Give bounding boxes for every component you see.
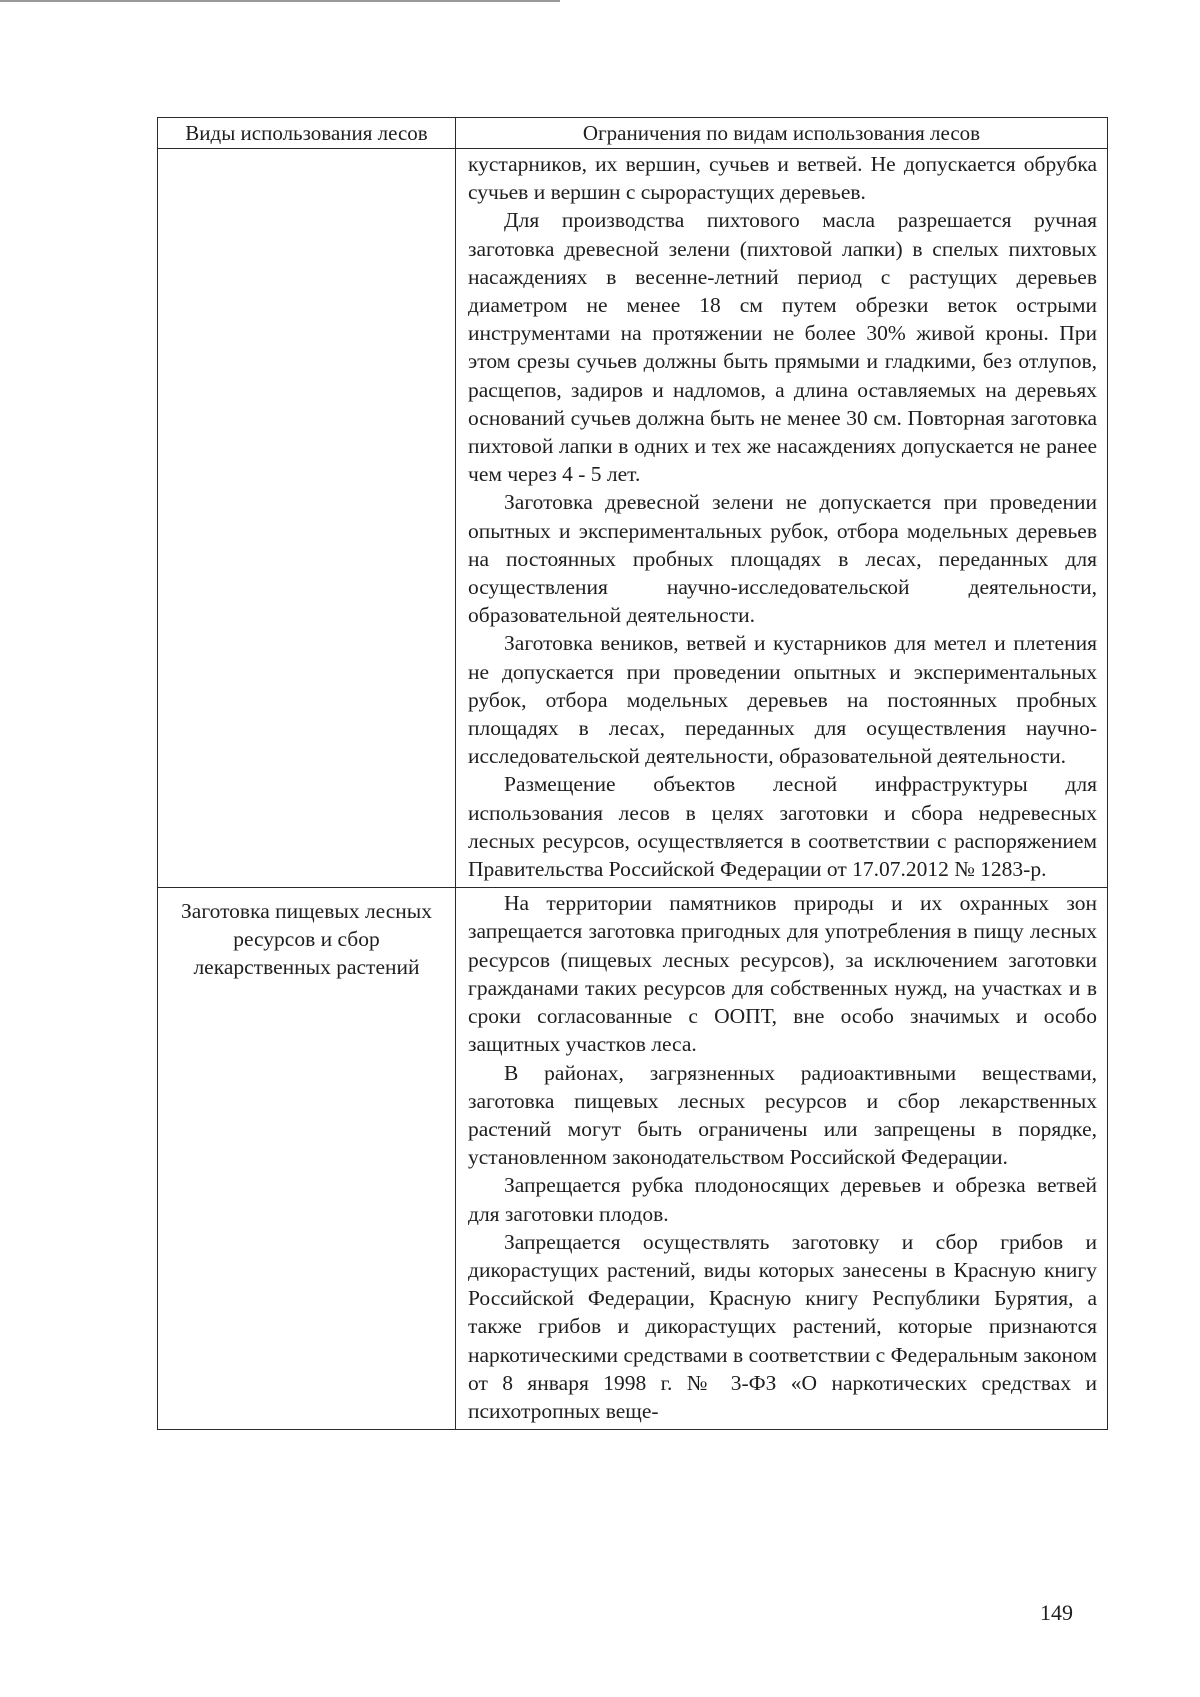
restriction-paragraph: Для производства пихтового масла разрешается ручная заготовка древесной зелени (пихтовой лапки) в спелых пихтовых насаждениях в весенне-летний период с растущих деревьев диаметром не менее 18 см путем обрезки веток острыми инструментами на протяжении не более 30% живой кроны. При этом срезы сучьев должны быть прямыми и гладкими, без отлупов, расщепов, задиров и надломов, а длина оставляемых на деревьях оснований сучьев должна быть не менее 30 см. Повторная заготовка пихтовой лапки в одних и тех же насаждениях допускается не ранее чем через 4 - 5 лет. xyxy=(468,208,1097,487)
restriction-paragraph: кустарников, их вершин, сучьев и ветвей. Не допускается обрубка сучьев и вершин с сырорастущих деревьев. xyxy=(468,152,1097,205)
table-row xyxy=(158,888,1108,1430)
restriction-paragraph: Запрещается рубка плодоносящих деревьев и обрезка ветвей для заготовки плодов. xyxy=(468,1173,1097,1226)
scan-edge-line xyxy=(0,0,560,2)
row-restrictions xyxy=(456,149,1108,888)
row-restrictions xyxy=(456,888,1108,1430)
restriction-paragraph: Запрещается осуществлять заготовку и сбор грибов и дикорастущих растений, виды которых занесены в Красную книгу Российской Федерации, Красную книгу Республики Бурятия, а также грибов и дикорастущих растений, которые признаются наркотическими средствами в соответствии с Федеральным законом от 8 января 1998 г. № 3-ФЗ «О наркотических средствах и психотропных веще- xyxy=(468,1229,1097,1423)
header-restrictions: Ограничения по видам использования лесов xyxy=(456,118,1108,149)
restriction-paragraph: На территории памятников природы и их охранных зон запрещается заготовка пригодных для употребления в пищу лесных ресурсов (пищевых лесных ресурсов), за исключением заготовки гражданами таких ресурсов для собственных нужд, на участках и в сроки согласованные с ООПТ, вне особо значимых и особо защитных участков леса. xyxy=(468,891,1097,1057)
restriction-paragraph: Заготовка веников, ветвей и кустарников для метел и плетения не допускается при проведении опытных и экспериментальных рубок, отбора модельных деревьев на постоянных пробных площадях в лесах, переданных для осуществления научно-исследовательской деятельности, образовательной деятельности. xyxy=(468,631,1097,769)
table-row xyxy=(158,149,1108,888)
restriction-paragraph: Размещение объектов лесной инфраструктуры для использования лесов в целях заготовки и сбора недревесных лесных ресурсов, осуществляется в соответствии с распоряжением Правительства Российской Федерации от 17.07.2012 № 1283-р. xyxy=(468,772,1097,882)
row-category xyxy=(158,149,456,888)
table-header-row xyxy=(158,118,1108,149)
restriction-paragraph: Заготовка древесной зелени не допускается при проведении опытных и экспериментальных рубок, отбора модельных деревьев на постоянных пробных площадях в лесах, переданных для осуществления научно-исследовательской деятельности, образовательной деятельности. xyxy=(468,490,1097,628)
header-forest-use-types: Виды использования лесов xyxy=(158,118,456,149)
page-number: 149 xyxy=(1040,1600,1073,1625)
restrictions-table xyxy=(157,117,1108,1430)
row-category: Заготовка пищевых лесных ресурсов и сбор лекарственных растений xyxy=(158,888,456,1430)
restriction-paragraph: В районах, загрязненных радиоактивными веществами, заготовка пищевых лесных ресурсов и сбор лекарственных растений могут быть ограничены или запрещены в порядке, установленном законодательством Российской Федерации. xyxy=(468,1060,1097,1170)
